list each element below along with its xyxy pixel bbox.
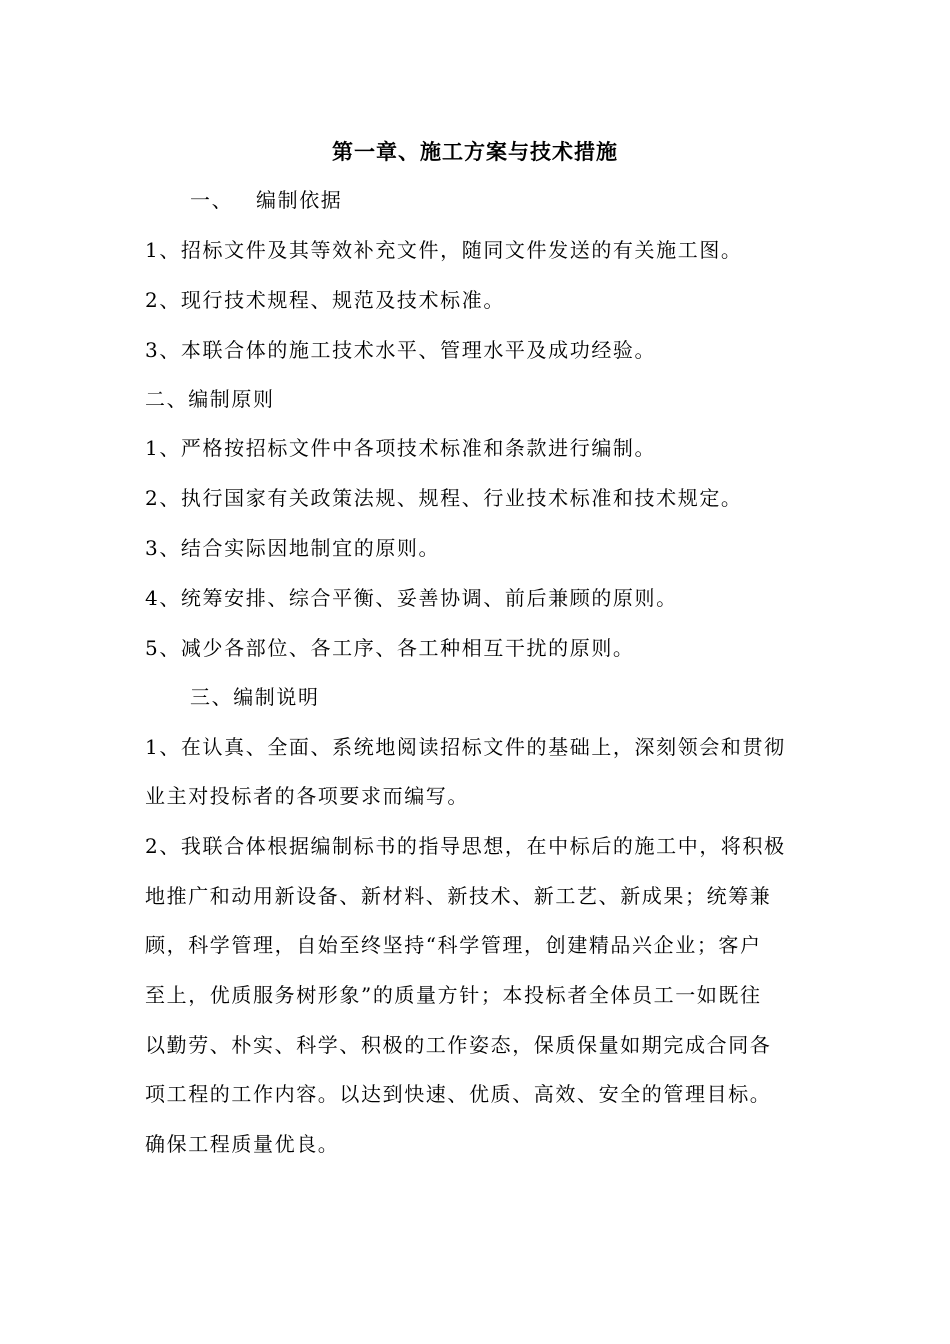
paragraph-line: 1、在认真、全面、系统地阅读招标文件的基础上，深刻领会和贯彻 — [145, 735, 786, 759]
paragraph-line: 确保工程质量优良。 — [145, 1132, 340, 1156]
list-item: 3、结合实际因地制宜的原则。 — [145, 536, 441, 560]
section-number: 一、 — [190, 188, 234, 212]
section-heading-2: 二、编制原则 — [145, 387, 275, 411]
list-item: 2、现行技术规程、规范及技术标准。 — [145, 288, 505, 312]
section-title: 编制依据 — [256, 188, 343, 212]
list-item: 3、本联合体的施工技术水平、管理水平及成功经验。 — [145, 338, 657, 362]
paragraph-line: 至上，优质服务树形象”的质量方针；本投标者全体员工一如既往 — [145, 983, 762, 1007]
paragraph-line: 顾，科学管理，自始至终坚持“科学管理，创建精品兴企业；客户 — [145, 933, 762, 957]
list-item: 5、减少各部位、各工序、各工种相互干扰的原则。 — [145, 636, 635, 660]
paragraph-line: 以勤劳、朴实、科学、积极的工作姿态，保质保量如期完成合同各 — [145, 1033, 772, 1057]
list-item: 1、严格按招标文件中各项技术标准和条款进行编制。 — [145, 436, 657, 460]
list-item: 4、统筹安排、综合平衡、妥善协调、前后兼顾的原则。 — [145, 586, 678, 610]
section-heading-3: 三、编制说明 — [190, 685, 320, 709]
paragraph-line: 地推广和动用新设备、新材料、新技术、新工艺、新成果；统筹兼 — [145, 884, 772, 908]
list-item: 1、招标文件及其等效补充文件，随同文件发送的有关施工图。 — [145, 238, 743, 262]
paragraph-line: 业主对投标者的各项要求而编写。 — [145, 784, 469, 808]
chapter-title: 第一章、施工方案与技术措施 — [332, 139, 618, 164]
paragraph-line: 项工程的工作内容。以达到快速、优质、高效、安全的管理目标。 — [145, 1082, 772, 1106]
list-item: 2、执行国家有关政策法规、规程、行业技术标准和技术规定。 — [145, 486, 743, 510]
paragraph-line: 2、我联合体根据编制标书的指导思想，在中标后的施工中，将积极 — [145, 834, 786, 858]
